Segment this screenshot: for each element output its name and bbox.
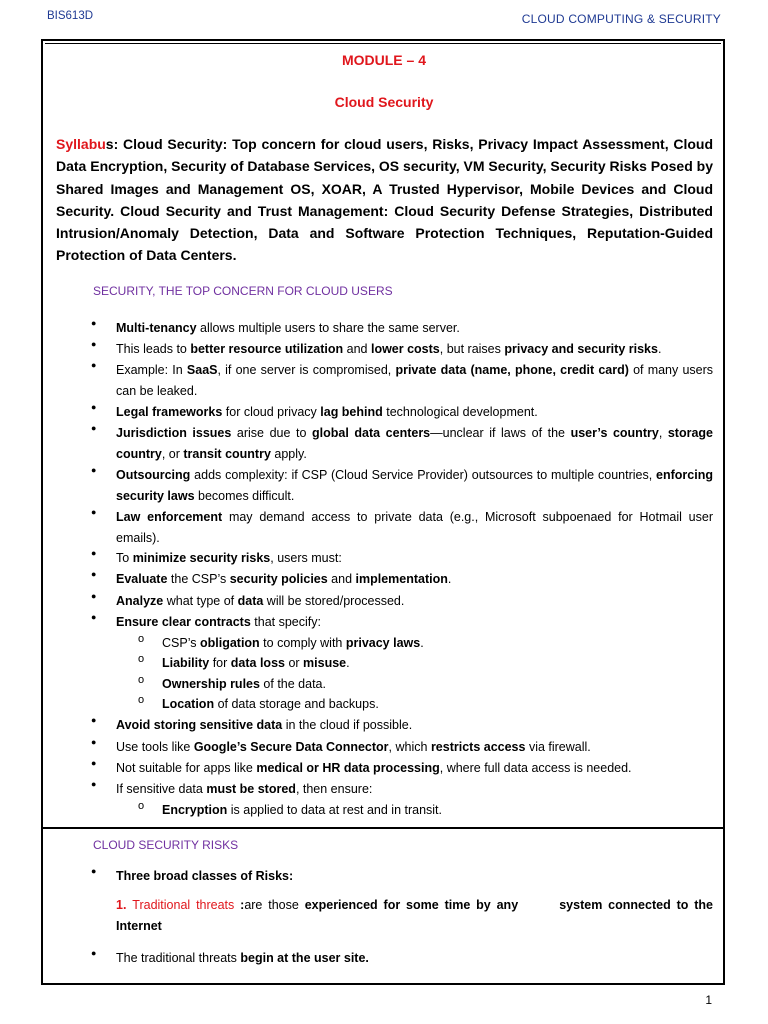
bullet-icon: ● xyxy=(91,318,97,328)
traditional-threats-paragraph: 1. Traditional threats :are those experienced for some time by any system connected to the Internet xyxy=(116,898,713,933)
circle-bullet-icon: o xyxy=(138,674,145,686)
bullet-icon: ● xyxy=(91,758,97,768)
bullet-icon: ● xyxy=(91,402,97,412)
bullet-icon: ● xyxy=(91,339,97,349)
bullet-icon: ● xyxy=(91,423,97,433)
bullet-icon: ● xyxy=(91,548,97,558)
circle-bullet-icon: o xyxy=(138,694,145,706)
bullet-icon: ● xyxy=(91,507,97,517)
circle-bullet-icon: o xyxy=(138,633,145,645)
bullet-icon: ● xyxy=(91,737,97,747)
circle-bullet-icon: o xyxy=(138,800,145,812)
traditional-threats-label: Traditional threats xyxy=(132,898,235,912)
syllabus-label: Syllabu xyxy=(56,136,106,152)
syllabus-paragraph xyxy=(56,133,713,267)
syllabus-text: s: Cloud Security: Top concern for cloud users, Risks, Privacy Impact Assessment, Cloud Data Encryption, Security of Database Services, OS security, VM Security, Security Risks Posed by Shared Images and Management OS, XOAR, A Trusted Hypervisor, Mobile Devices and Cloud Security. Cloud Security and Trust Management: Cloud Security Defense Strategies, Distributed Intrusion/Anomaly Detection, Data and Software Protection Techniques, Reputation-Guided Protection of Data Centers. xyxy=(56,136,713,264)
bullet-icon: ● xyxy=(91,866,97,876)
section-divider xyxy=(41,827,725,829)
traditional-threats-number: 1. xyxy=(116,898,133,912)
page-number: 1 xyxy=(705,993,712,1007)
section-heading-top-concern: SECURITY, THE TOP CONCERN FOR CLOUD USERS xyxy=(93,284,393,298)
module-title: MODULE – 4 xyxy=(341,52,426,68)
section-title: Cloud Security xyxy=(334,94,434,110)
bullet-icon: ● xyxy=(91,948,97,958)
bullet-icon: ● xyxy=(91,715,97,725)
header-course-code: BIS613D xyxy=(47,10,94,22)
bullet-icon: ● xyxy=(91,779,97,789)
header-course-title: CLOUD COMPUTING & SECURITY xyxy=(521,12,721,26)
bullet-icon: ● xyxy=(91,569,97,579)
frame-inner-line xyxy=(45,43,721,44)
bullet-icon: ● xyxy=(91,591,97,601)
circle-bullet-icon: o xyxy=(138,653,145,665)
section-heading-cloud-security-risks: CLOUD SECURITY RISKS xyxy=(93,838,239,852)
bullet-icon: ● xyxy=(91,612,97,622)
bullet-icon: ● xyxy=(91,465,97,475)
bullet-icon: ● xyxy=(91,360,97,370)
